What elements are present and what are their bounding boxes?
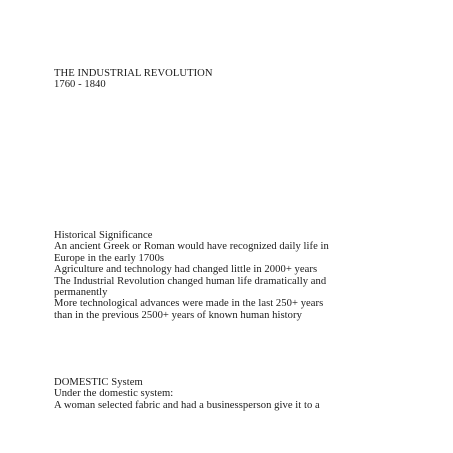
section-heading: Historical Significance xyxy=(54,230,153,241)
text-line: The Industrial Revolution changed human life dramatically and xyxy=(54,275,327,287)
domestic-system-section xyxy=(54,377,446,411)
text-line: Europe in the early 1700s xyxy=(54,252,165,264)
text-line: More technological advances were made in the last 250+ years xyxy=(54,298,324,310)
date-range: 1760 - 1840 xyxy=(54,79,106,91)
text-line: than in the previous 2500+ years of known human history xyxy=(54,309,302,321)
text-line: permanently xyxy=(54,287,108,299)
text-line: A woman selected fabric and had a businessperson give it to a xyxy=(54,399,320,411)
text-line: An ancient Greek or Roman would have recognized daily life in xyxy=(54,241,329,253)
title-block xyxy=(54,68,446,91)
document-title: THE INDUSTRIAL REVOLUTION xyxy=(54,68,213,79)
text-line: Under the domestic system: xyxy=(54,388,174,400)
historical-significance-section xyxy=(54,230,446,321)
text-line: Agriculture and technology had changed little in 2000+ years xyxy=(54,264,318,276)
section-heading: DOMESTIC System xyxy=(54,377,143,388)
